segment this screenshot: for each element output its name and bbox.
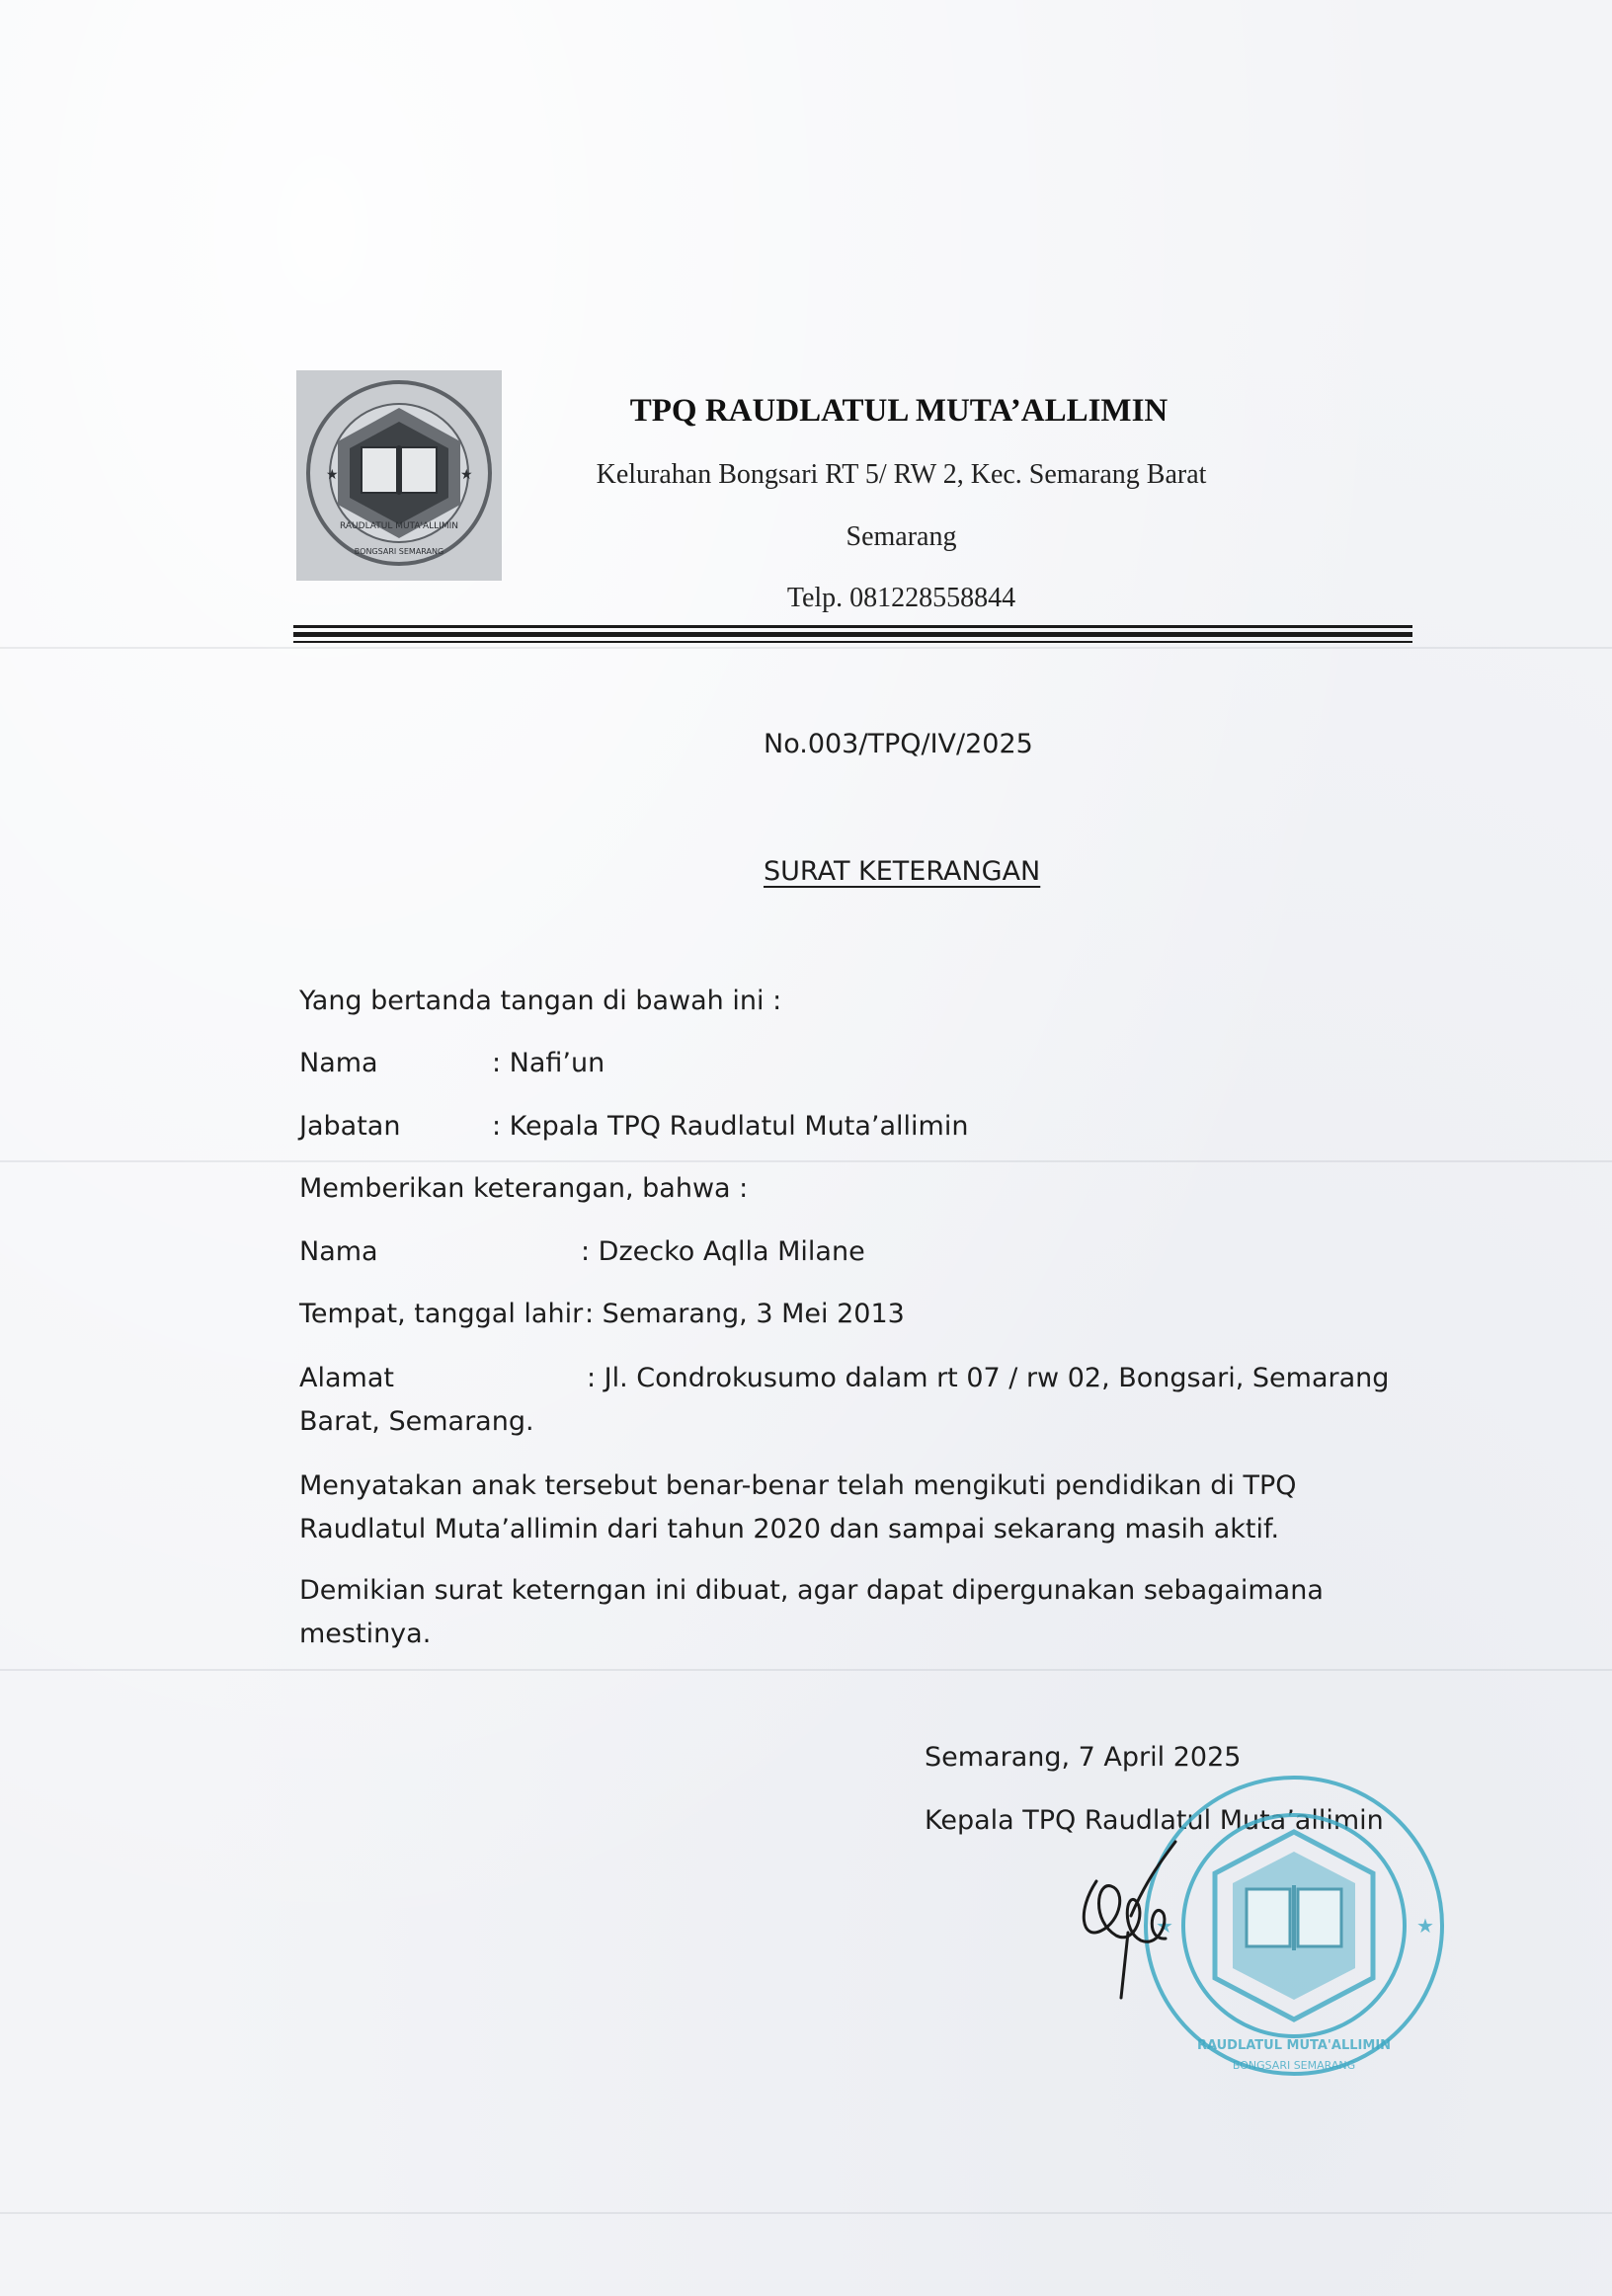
paragraph-statement: Menyatakan anak tersebut benar-benar telah mengikuti pendidikan di TPQ <box>299 1470 1297 1501</box>
org-phone: Telp. 081228558844 <box>786 583 1016 613</box>
paper-crease <box>0 2212 1612 2214</box>
svg-text:RAUDLATUL MUTA'ALLIMIN: RAUDLATUL MUTA'ALLIMIN <box>1196 2038 1392 2053</box>
svg-text:★: ★ <box>1416 1914 1434 1938</box>
letterhead-divider <box>293 632 1412 637</box>
student-address-value-cont: Barat, Semarang. <box>299 1406 534 1437</box>
document-title: SURAT KETERANGAN <box>764 856 1041 887</box>
paragraph-closing: Demikian surat keterngan ini dibuat, agar dapat dipergunakan sebagaimana <box>299 1575 1324 1606</box>
paper-crease <box>0 1160 1612 1162</box>
signer-title: Kepala TPQ Raudlatul Muta’allimin <box>925 1805 1384 1836</box>
letterhead-divider <box>293 625 1412 628</box>
student-address-value: : Jl. Condrokusumo dalam rt 07 / rw 02, Bongsari, Semarang <box>587 1363 1390 1393</box>
student-birth-value: : Semarang, 3 Mei 2013 <box>585 1299 905 1329</box>
student-name-value: : Dzecko Aqlla Milane <box>581 1236 865 1267</box>
svg-text:★: ★ <box>326 467 339 483</box>
svg-text:RAUDLATUL MUTA'ALLIMIN: RAUDLATUL MUTA'ALLIMIN <box>340 521 458 531</box>
signer-name-label: Nama <box>299 1048 378 1078</box>
logo-emblem-icon <box>296 370 502 581</box>
org-name: TPQ RAUDLATUL MUTA’ALLIMIN <box>629 393 1169 429</box>
signer-position-label: Jabatan <box>299 1111 401 1142</box>
place-date: Semarang, 7 April 2025 <box>925 1742 1242 1773</box>
svg-text:BONGSARI SEMARANG: BONGSARI SEMARANG <box>1232 2059 1356 2072</box>
intro-text: Yang bertanda tangan di bawah ini : <box>299 986 782 1016</box>
signature-icon <box>1067 1822 1195 2000</box>
document-number: No.003/TPQ/IV/2025 <box>764 729 1033 759</box>
signer-name-value: : Nafi’un <box>492 1048 605 1078</box>
svg-text:BONGSARI SEMARANG: BONGSARI SEMARANG <box>354 547 444 556</box>
signer-position-value: : Kepala TPQ Raudlatul Muta’allimin <box>492 1111 969 1142</box>
student-address-label: Alamat <box>299 1363 394 1393</box>
paragraph-statement-cont: Raudlatul Muta’allimin dari tahun 2020 dan sampai sekarang masih aktif. <box>299 1514 1280 1544</box>
student-birth-label: Tempat, tanggal lahir <box>299 1299 584 1329</box>
svg-text:★: ★ <box>460 467 473 483</box>
svg-text:★: ★ <box>1156 1914 1173 1938</box>
statement-intro: Memberikan keterangan, bahwa : <box>299 1173 749 1204</box>
paper-crease <box>0 1669 1612 1671</box>
student-name-label: Nama <box>299 1236 378 1267</box>
letterhead-logo <box>296 370 502 581</box>
org-city: Semarang <box>846 521 957 552</box>
org-address: Kelurahan Bongsari RT 5/ RW 2, Kec. Semarang Barat <box>596 459 1207 490</box>
paragraph-closing-cont: mestinya. <box>299 1619 432 1649</box>
letterhead-divider <box>293 641 1412 643</box>
paper-crease <box>0 647 1612 649</box>
